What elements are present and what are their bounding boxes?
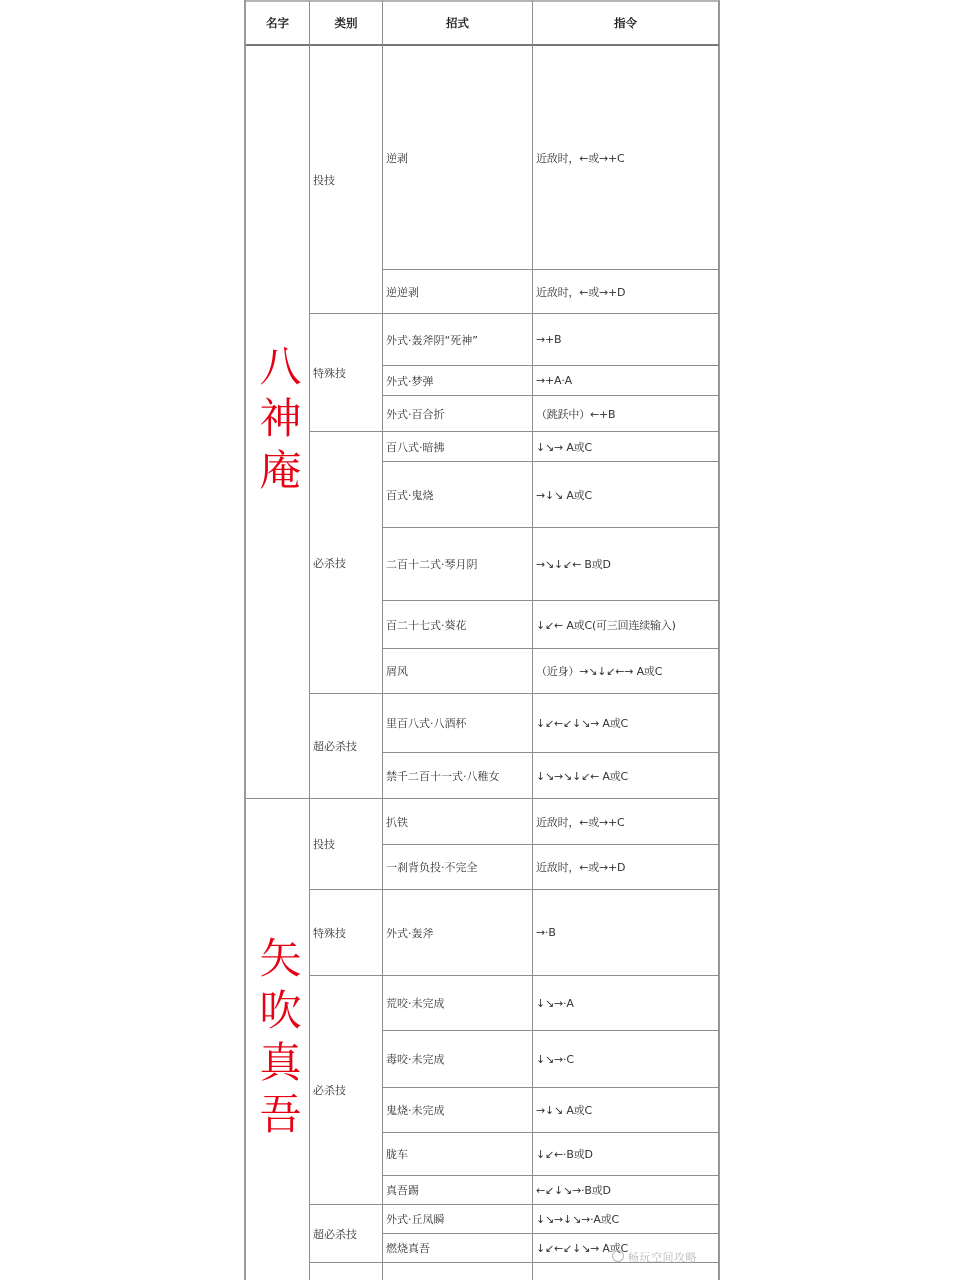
command-cell: ↓↘→·C [533, 1031, 719, 1088]
command-cell: ↓↘→↘↓↙← A或C [533, 753, 719, 799]
command-cell: ↓↘→↓↘→·A或C [533, 1205, 719, 1234]
move-cell: 逆逆剥 [383, 270, 533, 314]
command-cell: 近敌时，←或→+C [533, 799, 719, 845]
category-cell: 超必杀技 [310, 694, 383, 799]
category-cell: 投技 [310, 799, 383, 890]
move-cell: 禁千二百十一式·八稚女 [383, 753, 533, 799]
command-cell: →↓↘ A或C [533, 462, 719, 528]
watermark [612, 1249, 697, 1265]
command-cell: （近身）→↘↓↙←→ A或C [533, 649, 719, 694]
move-cell: 外式·梦弹 [383, 366, 533, 396]
move-cell: 百八式·暗拂 [383, 432, 533, 462]
move-cell: 二百十二式·琴月阴 [383, 528, 533, 601]
header-name: 名字 [246, 0, 310, 46]
command-cell: →+A·A [533, 366, 719, 396]
command-cell: →+B [533, 314, 719, 366]
category-cell: 投技 [310, 46, 383, 314]
command-cell: ↓↙←↙↓↘→ A或C [533, 1234, 719, 1263]
move-cell: 外式·百合折 [383, 396, 533, 432]
command-cell: ↓↙← A或C(可三回连续输入) [533, 601, 719, 649]
move-cell: 屑风 [383, 649, 533, 694]
move-cell: 外式·丘凤瞬 [383, 1205, 533, 1234]
move-cell: 鬼烧·未完成 [383, 1088, 533, 1133]
command-cell: ←↙↓↘→·B或D [533, 1176, 719, 1205]
category-cell-empty [310, 1263, 383, 1280]
command-cell: ↓↘→·A [533, 976, 719, 1031]
move-cell: 胧车 [383, 1133, 533, 1176]
move-list-table [244, 0, 720, 1280]
move-cell: 外式·轰斧 [383, 890, 533, 976]
command-cell: →↘↓↙← B或D [533, 528, 719, 601]
move-cell: 荒咬·未完成 [383, 976, 533, 1031]
category-cell: 特殊技 [310, 314, 383, 432]
command-cell: （跳跃中）←+B [533, 396, 719, 432]
category-cell: 必杀技 [310, 976, 383, 1205]
command-cell: →↓↘ A或C [533, 1088, 719, 1133]
header-move: 招式 [383, 0, 533, 46]
command-cell: →·B [533, 890, 719, 976]
move-cell: 里百八式·八酒杯 [383, 694, 533, 753]
move-cell: 扒铁 [383, 799, 533, 845]
watermark-text: 畅玩空间攻略 [628, 1251, 697, 1264]
move-cell: 真吾踢 [383, 1176, 533, 1205]
command-cell: 近敌时，←或→+D [533, 270, 719, 314]
category-cell: 超必杀技 [310, 1205, 383, 1263]
command-cell: ↓↙←↙↓↘→ A或C [533, 694, 719, 753]
move-cell: 毒咬·未完成 [383, 1031, 533, 1088]
header-category: 类别 [310, 0, 383, 46]
move-cell: 百式·鬼烧 [383, 462, 533, 528]
character-name-iori: 八神庵 [246, 46, 310, 799]
move-cell: 百二十七式·葵花 [383, 601, 533, 649]
move-cell-empty [383, 1263, 533, 1280]
command-cell: 近敌时，←或→+C [533, 46, 719, 270]
move-cell: 燃烧真吾 [383, 1234, 533, 1263]
wechat-icon [612, 1250, 624, 1262]
command-cell: 近敌时，←或→+D [533, 845, 719, 890]
command-cell: ↓↘→ A或C [533, 432, 719, 462]
move-cell: 外式·轰斧阴“死神” [383, 314, 533, 366]
command-cell: ↓↙←·B或D [533, 1133, 719, 1176]
category-cell: 特殊技 [310, 890, 383, 976]
move-cell: 一刹背负投·不完全 [383, 845, 533, 890]
move-cell: 逆剥 [383, 46, 533, 270]
category-cell: 必杀技 [310, 432, 383, 694]
header-command: 指令 [533, 0, 719, 46]
command-cell-empty [533, 1263, 719, 1280]
character-name-shingo: 矢吹真吾 [246, 799, 310, 1280]
